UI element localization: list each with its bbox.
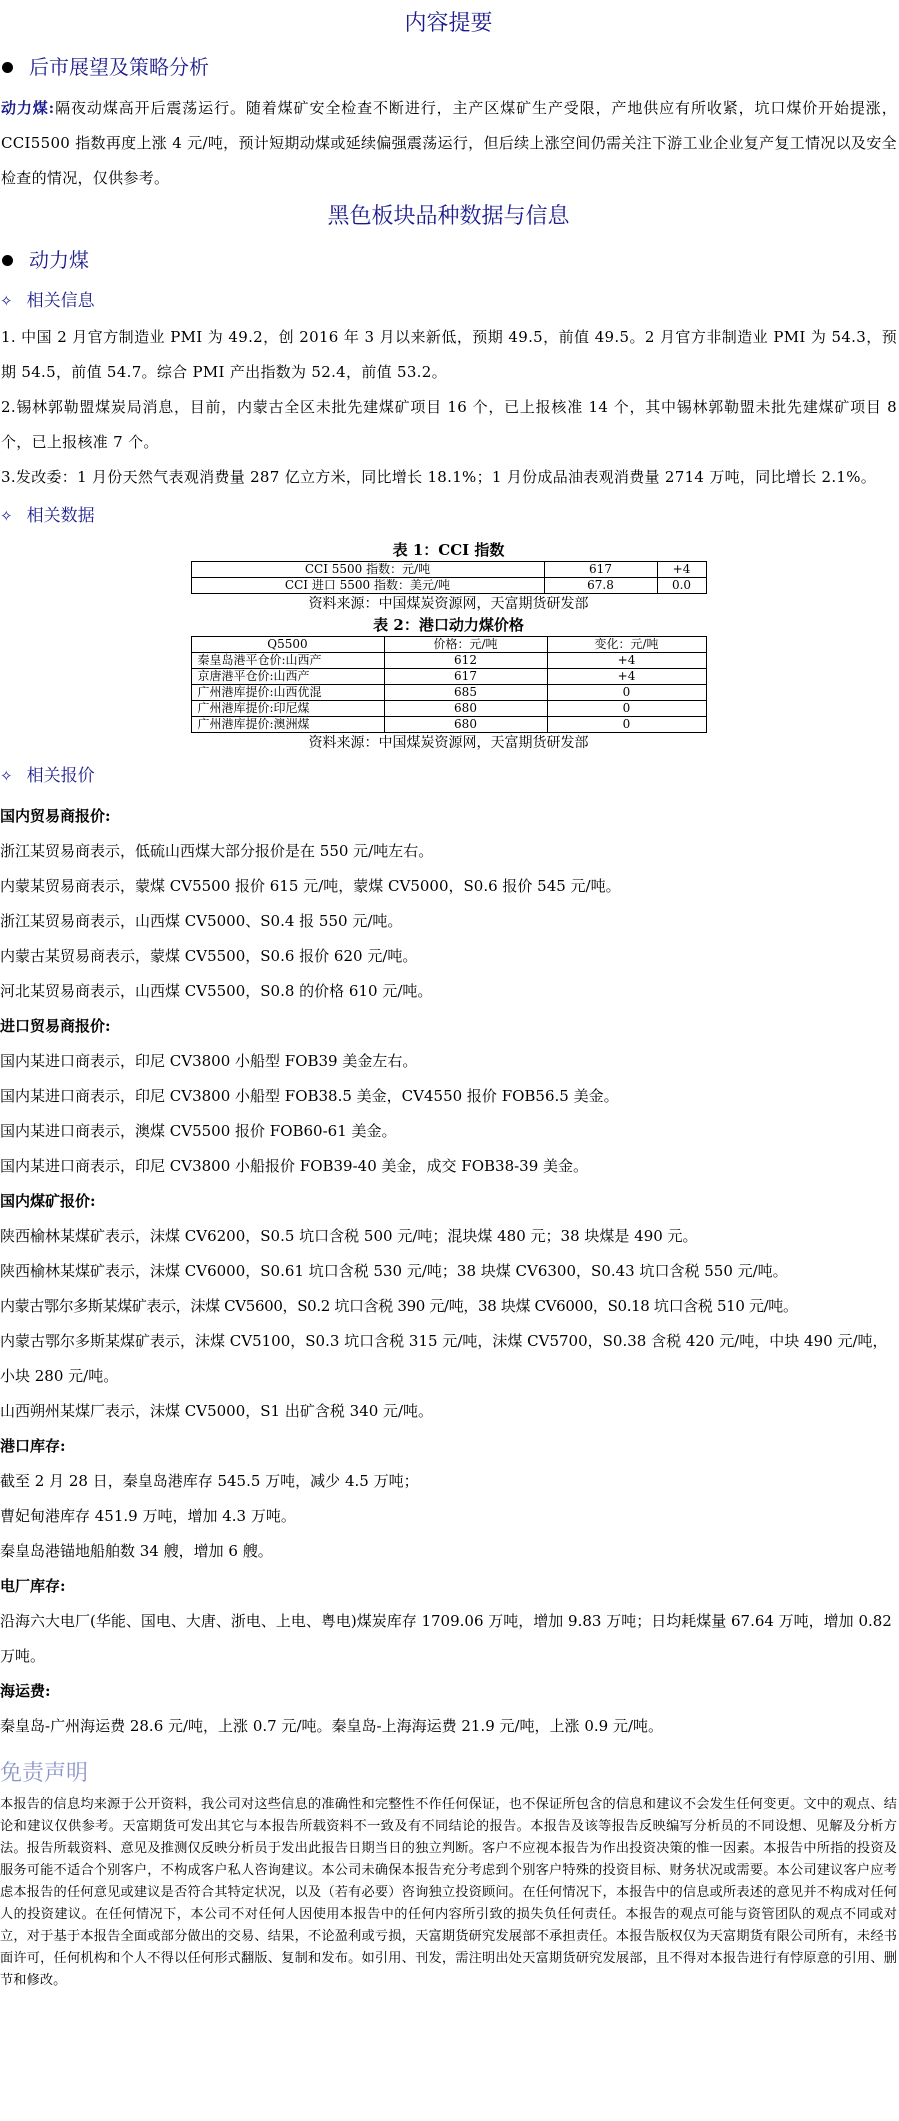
stock-line: 曹妃甸港库存 451.9 万吨，增加 4.3 万吨。	[0, 1507, 296, 1525]
table-header-cell: 价格：元/吨	[384, 637, 547, 653]
table-cell: 秦皇岛港平仓价:山西产	[191, 653, 384, 669]
quote-line: 陕西榆林某煤矿表示，沫煤 CV6000，S0.61 坑口含税 530 元/吨；38 块煤 CV6300，S0.43 坑口含税 550 元/吨。	[0, 1262, 788, 1280]
table-header-row	[191, 637, 706, 653]
diamond-icon: ✧	[0, 292, 13, 310]
table2-source: 资料来源：中国煤炭资源网，天富期货研发部	[308, 735, 589, 751]
summary-title: 内容提要	[404, 11, 493, 36]
quote-line: 河北某贸易商表示，山西煤 CV5500，S0.8 的价格 610 元/吨。	[0, 982, 433, 1000]
table-cell: 0.0	[657, 578, 706, 594]
table-cell: 广州港库提价:印尼煤	[191, 701, 384, 717]
diamond-icon: ✧	[0, 507, 13, 525]
table-cell: 京唐港平仓价:山西产	[191, 669, 384, 685]
table-cell: CCI 5500 指数：元/吨	[191, 562, 544, 578]
table2-caption: 表 2：港口动力煤价格	[373, 616, 524, 634]
outlook-text: 隔夜动煤高开后震荡运行。随着煤矿安全检查不断进行，主产区煤矿生产受限，产地供应有所收紧，坑口煤价开始提涨，CCI5500 指数再度上涨 4 元/吨，预计短期动煤或延续偏强震荡运行，但后续上涨空间仍需关注下游工业企业复产复工情况以及安全检查的情况，仅供参考。	[1, 99, 897, 187]
quote-line: 国内某进口商表示，印尼 CV3800 小船型 FOB38.5 美金，CV4550 报价 FOB56.5 美金。	[0, 1087, 619, 1105]
outlook-heading	[0, 45, 897, 89]
table-row	[191, 717, 706, 733]
outlook-heading-text: 后市展望及策略分析	[29, 55, 209, 79]
disclaimer-title: 免责声明	[0, 1761, 89, 1786]
stock-line: 沿海六大电厂(华能、国电、大唐、浙电、上电、粤电)煤炭库存 1709.06 万吨，增加 9.83 万吨；日均耗煤量 67.64 万吨，增加 0.82 万吨。	[0, 1612, 892, 1665]
freight-label: 海运费:	[0, 1682, 51, 1700]
table-row	[191, 701, 706, 717]
table-cell: 67.8	[544, 578, 657, 594]
mine-quote-label: 国内煤矿报价:	[0, 1192, 96, 1210]
domestic-trader-label: 国内贸易商报价:	[0, 807, 111, 825]
table-header-cell: Q5500	[191, 637, 384, 653]
table-cell: 680	[384, 717, 547, 733]
table-cell: 617	[384, 669, 547, 685]
quote-line: 陕西榆林某煤矿表示，沫煤 CV6200，S0.5 坑口含税 500 元/吨；混块煤 480 元；38 块煤是 490 元。	[0, 1227, 698, 1245]
table1-source: 资料来源：中国煤炭资源网，天富期货研发部	[308, 596, 589, 612]
table-cell: 0	[547, 701, 706, 717]
table-cell: 广州港库提价:澳洲煤	[191, 717, 384, 733]
table-row	[191, 685, 706, 701]
related-quote-heading	[0, 757, 897, 795]
outlook-paragraph	[0, 91, 897, 196]
port-stock-label: 港口库存:	[0, 1437, 66, 1455]
quote-line: 国内某进口商表示，澳煤 CV5500 报价 FOB60-61 美金。	[0, 1122, 397, 1140]
table-row	[191, 578, 706, 594]
black-section-title: 黑色板块品种数据与信息	[327, 204, 570, 229]
related-quote-heading-text: 相关报价	[26, 766, 95, 786]
table-cell: 612	[384, 653, 547, 669]
info-item: 2.锡林郭勒盟煤炭局消息，目前，内蒙古全区未批先建煤矿项目 16 个，已上报核准 14 个，其中锡林郭勒盟未批先建煤矿项目 8 个，已上报核准 7 个。	[1, 398, 897, 451]
quote-line: 山西朔州某煤厂表示，沫煤 CV5000，S1 出矿含税 340 元/吨。	[0, 1402, 434, 1420]
table-cell: 617	[544, 562, 657, 578]
info-item: 1. 中国 2 月官方制造业 PMI 为 49.2，创 2016 年 3 月以来新低，预期 49.5，前值 49.5。2 月官方非制造业 PMI 为 54.3，预期 54.5，前值 54.7。综合 PMI 产出指数为 52.4，前值 53.2。	[1, 328, 897, 381]
table-row	[191, 562, 706, 578]
table-cell: 0	[547, 717, 706, 733]
table1-caption: 表 1：CCI 指数	[392, 541, 505, 559]
related-data-heading	[0, 497, 897, 535]
table-row	[191, 669, 706, 685]
table-cell: +4	[547, 653, 706, 669]
quote-line: 国内某进口商表示，印尼 CV3800 小船型 FOB39 美金左右。	[0, 1052, 418, 1070]
related-info-heading-text: 相关信息	[26, 291, 95, 311]
table-header-cell: 变化：元/吨	[547, 637, 706, 653]
thermal-coal-heading	[0, 238, 897, 282]
quote-line: 浙江某贸易商表示，山西煤 CV5000、S0.4 报 550 元/吨。	[0, 912, 403, 930]
info-item: 3.发改委：1 月份天然气表观消费量 287 亿立方米，同比增长 18.1%；1 月份成品油表观消费量 2714 万吨，同比增长 2.1%。	[1, 468, 877, 486]
related-data-heading-text: 相关数据	[26, 506, 95, 526]
bullet-icon	[2, 62, 13, 73]
table-cell: 广州港库提价:山西优混	[191, 685, 384, 701]
quote-line: 内蒙古某贸易商表示，蒙煤 CV5500，S0.6 报价 620 元/吨。	[0, 947, 418, 965]
related-info-heading	[0, 282, 897, 320]
table-cell: 680	[384, 701, 547, 717]
table-row	[191, 653, 706, 669]
quote-line: 内蒙古鄂尔多斯某煤矿表示，沫煤 CV5600，S0.2 坑口含税 390 元/吨，38 块煤 CV6000，S0.18 坑口含税 510 元/吨。	[0, 1297, 798, 1315]
plant-stock-label: 电厂库存:	[0, 1577, 66, 1595]
quote-line: 国内某进口商表示，印尼 CV3800 小船报价 FOB39-40 美金，成交 FOB38-39 美金。	[0, 1157, 589, 1175]
quote-line: 内蒙古鄂尔多斯某煤矿表示，沫煤 CV5100，S0.3 坑口含税 315 元/吨，沫煤 CV5700，S0.38 含税 420 元/吨，中块 490 元/吨，小块 280 元/吨。	[0, 1332, 888, 1385]
freight-line: 秦皇岛-广州海运费 28.6 元/吨，上涨 0.7 元/吨。秦皇岛-上海海运费 21.9 元/吨，上涨 0.9 元/吨。	[0, 1717, 664, 1735]
table-cell: 685	[384, 685, 547, 701]
table-cell: +4	[657, 562, 706, 578]
quote-line: 内蒙某贸易商表示，蒙煤 CV5500 报价 615 元/吨，蒙煤 CV5000，S0.6 报价 545 元/吨。	[0, 877, 621, 895]
outlook-label: 动力煤:	[1, 99, 55, 117]
port-price-table	[191, 636, 707, 733]
table-cell: +4	[547, 669, 706, 685]
stock-line: 截至 2 月 28 日，秦皇岛港库存 545.5 万吨，减少 4.5 万吨；	[0, 1472, 419, 1490]
thermal-coal-heading-text: 动力煤	[29, 248, 89, 272]
stock-line: 秦皇岛港锚地船舶数 34 艘，增加 6 艘。	[0, 1542, 273, 1560]
quote-line: 浙江某贸易商表示，低硫山西煤大部分报价是在 550 元/吨左右。	[0, 842, 434, 860]
disclaimer-text: 本报告的信息均来源于公开资料，我公司对这些信息的准确性和完整性不作任何保证，也不保证所包含的信息和建议不会发生任何变更。文中的观点、结论和建议仅供参考。天富期货可发出其它与本报告所载资料不一致及有不同结论的报告。本报告及该等报告反映编写分析员的不同设想、见解及分析方法。报告所载资料、意见及推测仅反映分析员于发出此报告日期当日的独立判断。客户不应视本报告为作出投资决策的惟一因素。本报告中所指的投资及服务可能不适合个别客户，不构成客户私人咨询建议。本公司未确保本报告充分考虑到个别客户特殊的投资目标、财务状况或需要。本公司建议客户应考虑本报告的任何意见或建议是否符合其特定状况，以及（若有必要）咨询独立投资顾问。在任何情况下，本报告中的信息或所表述的意见并不构成对任何人的投资建议。在任何情况下，本公司不对任何人因使用本报告中的任何内容所引致的损失负任何责任。本报告的观点可能与资管团队的观点不同或对立，对于基于本报告全面或部分做出的交易、结果，不论盈利或亏损，天富期货研究发展部不承担责任。本报告版权仅为天富期货有限公司所有，未经书面许可，任何机构和个人不得以任何形式翻版、复制和发布。如引用、刊发，需注明出处天富期货研究发展部，且不得对本报告进行有悖原意的引用、删节和修改。	[0, 1797, 897, 1988]
cci-index-table	[191, 561, 707, 594]
import-trader-label: 进口贸易商报价:	[0, 1017, 111, 1035]
diamond-icon: ✧	[0, 767, 13, 785]
table-cell: CCI 进口 5500 指数：美元/吨	[191, 578, 544, 594]
table-cell: 0	[547, 685, 706, 701]
bullet-icon	[2, 255, 13, 266]
